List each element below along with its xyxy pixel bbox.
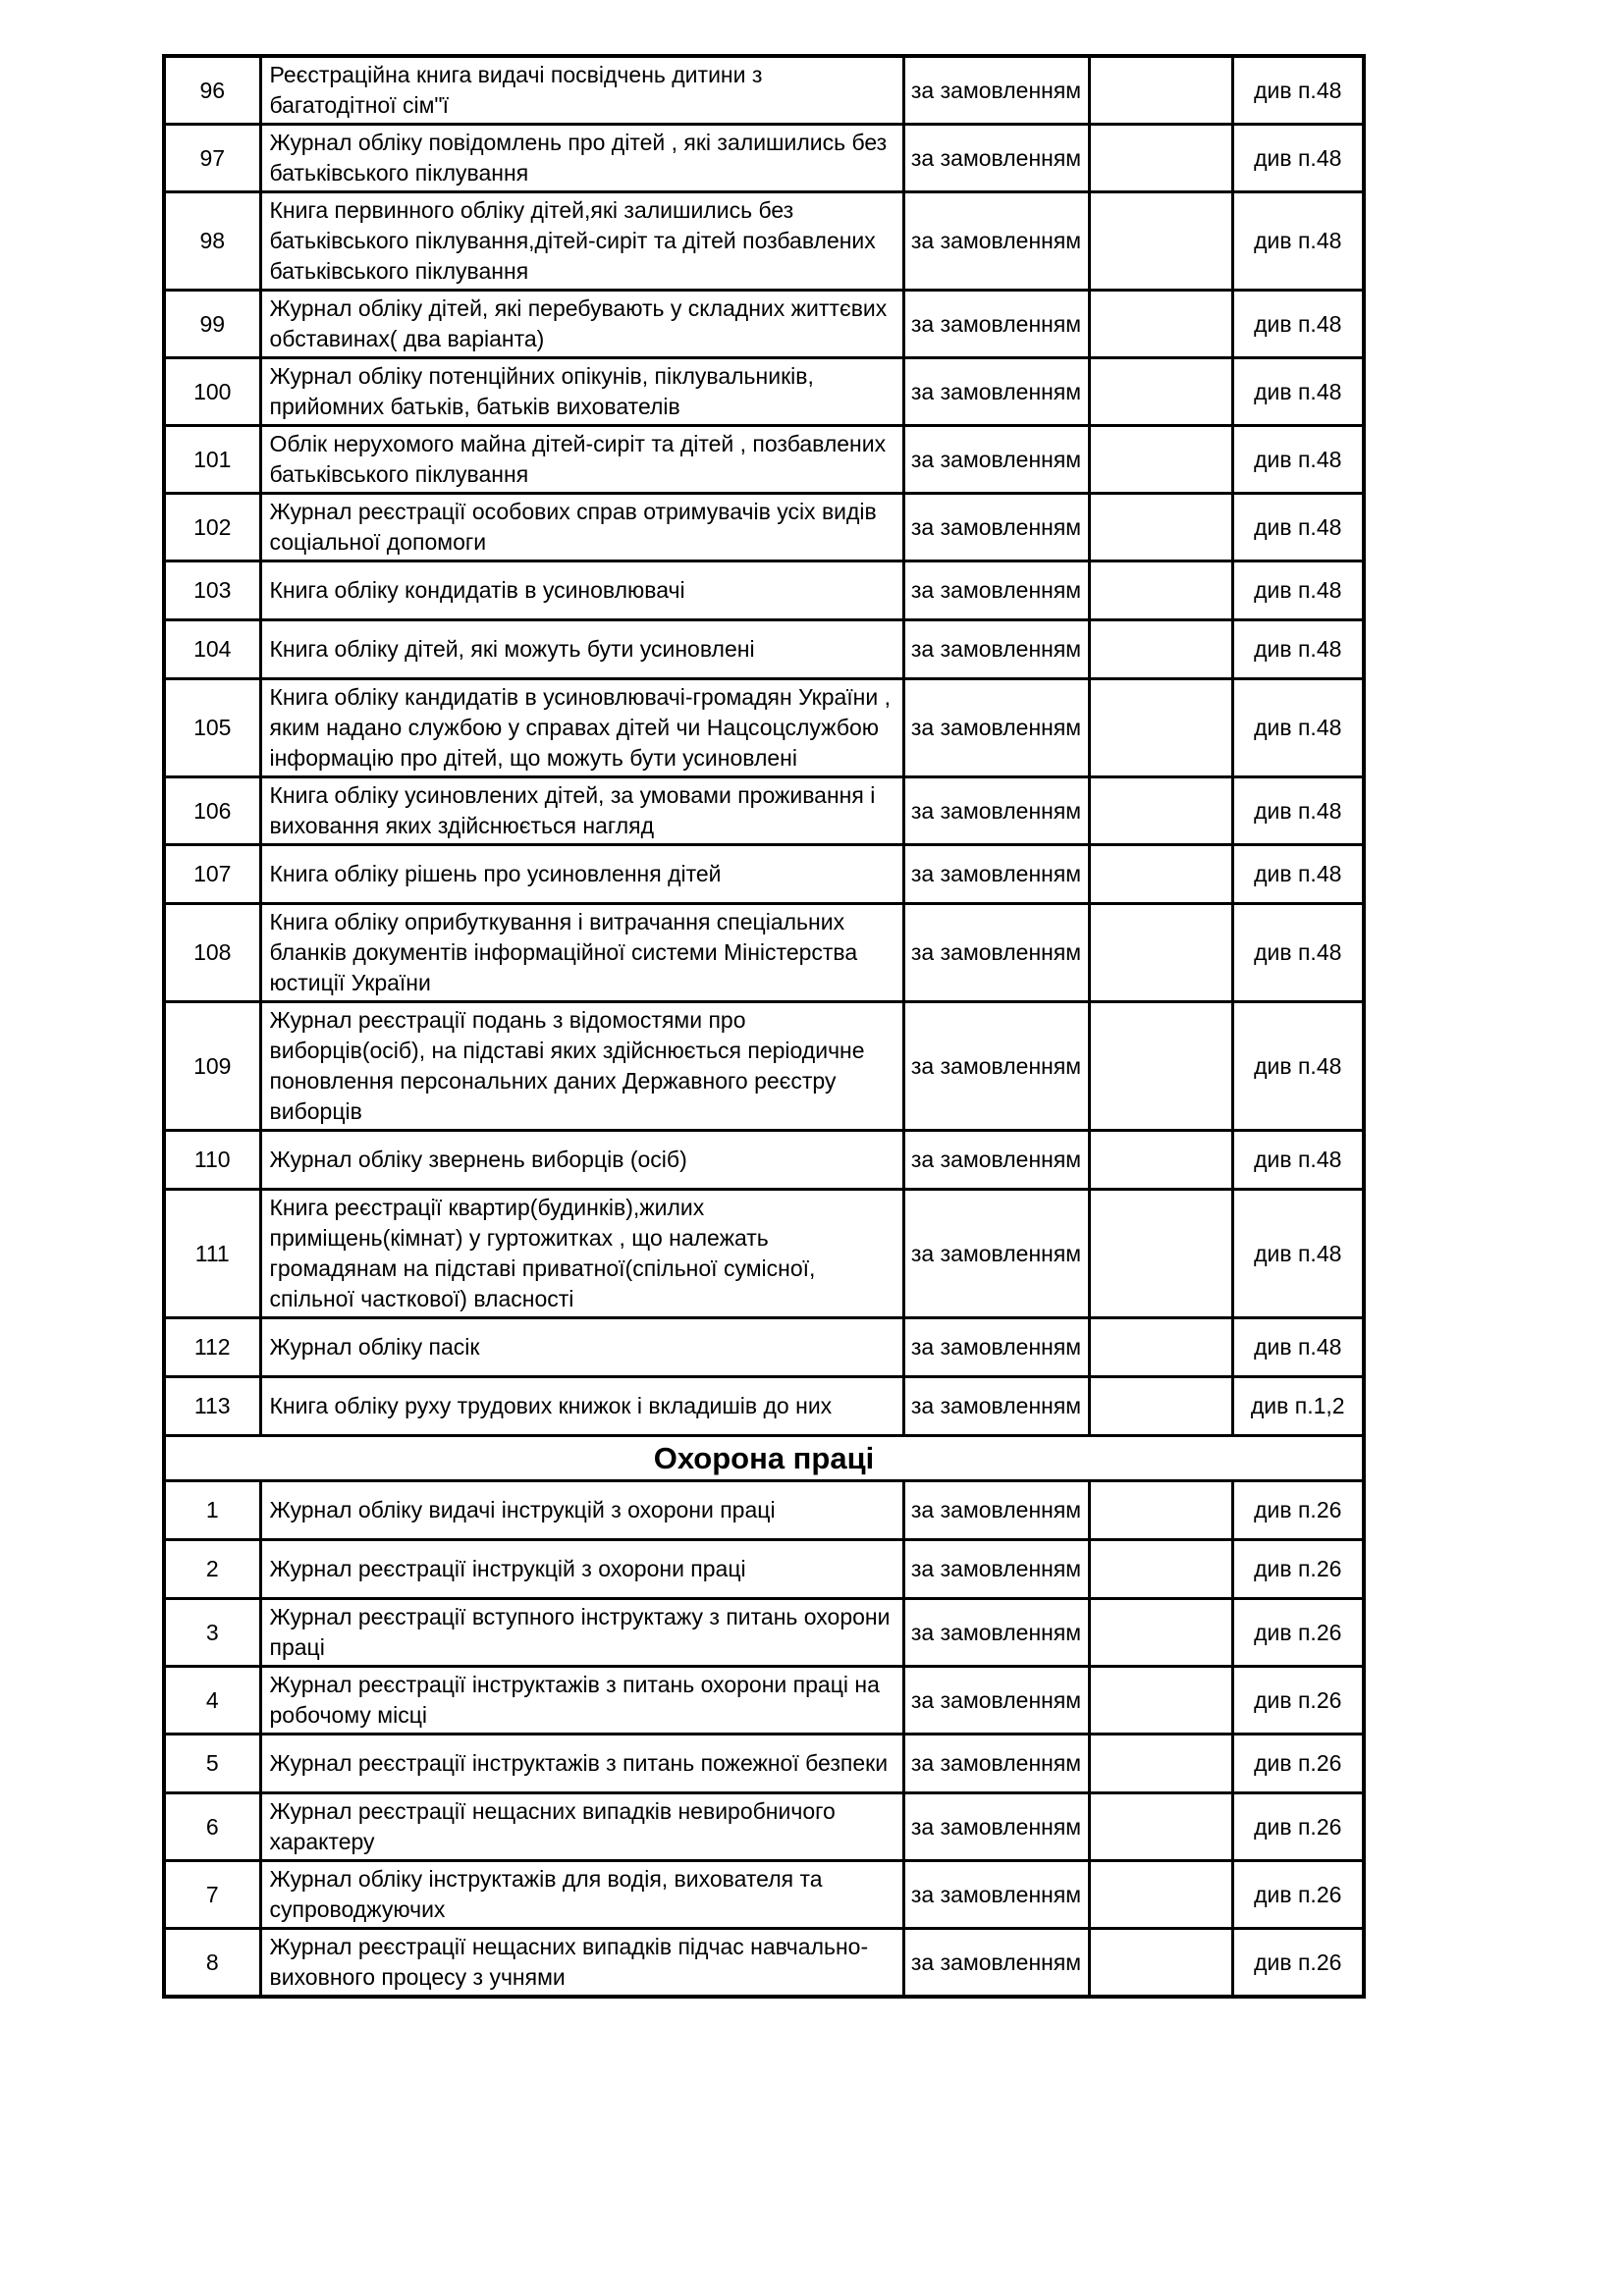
availability-cell: за замовленням [903, 561, 1089, 620]
blank-cell [1089, 679, 1232, 777]
document-title-cell: Журнал обліку інструктажів для водія, вихователя та супроводжуючих [260, 1861, 903, 1929]
availability-cell: за замовленням [903, 1735, 1089, 1793]
table-row [164, 358, 1364, 426]
document-title-cell: Журнал реєстрації подань з відомостями про виборців(осіб), на підставі яких здійснюється періодичне поновлення персональних даних Державного реєстру виборців [260, 1002, 903, 1131]
table-row [164, 426, 1364, 494]
table-row [164, 125, 1364, 192]
blank-cell [1089, 1861, 1232, 1929]
document-title-cell: Журнал реєстрації нещасних випадків підчас навчально-виховного процесу з учнями [260, 1929, 903, 1998]
availability-cell: за замовленням [903, 1861, 1089, 1929]
availability-cell: за замовленням [903, 1929, 1089, 1998]
blank-cell [1089, 777, 1232, 845]
row-number-cell: 110 [164, 1131, 260, 1190]
availability-cell: за замовленням [903, 845, 1089, 904]
reference-cell: див п.48 [1232, 561, 1364, 620]
row-number-cell: 6 [164, 1793, 260, 1861]
availability-cell: за замовленням [903, 1599, 1089, 1667]
document-title-cell: Журнал реєстрації інструктажів з питань охорони праці на робочому місці [260, 1667, 903, 1735]
blank-cell [1089, 1793, 1232, 1861]
blank-cell [1089, 56, 1232, 125]
reference-cell: див п.48 [1232, 620, 1364, 679]
document-title-cell: Журнал обліку звернень виборців (осіб) [260, 1131, 903, 1190]
document-title-cell: Облік нерухомого майна дітей-сиріт та дітей , позбавлених батьківського піклування [260, 426, 903, 494]
reference-cell: див п.26 [1232, 1861, 1364, 1929]
document-title-cell: Книга обліку оприбуткування і витрачання спеціальних бланків документів інформаційної системи Міністерства юстиції України [260, 904, 903, 1002]
row-number-cell: 104 [164, 620, 260, 679]
availability-cell: за замовленням [903, 1318, 1089, 1377]
document-title-cell: Книга реєстрації квартир(будинків),жилих приміщень(кімнат) у гуртожитках , що належать громадянам на підставі приватної(спільної сумісної, спільної часткової) власності [260, 1190, 903, 1318]
row-number-cell: 106 [164, 777, 260, 845]
blank-cell [1089, 1667, 1232, 1735]
availability-cell: за замовленням [903, 56, 1089, 125]
reference-cell: див п.26 [1232, 1929, 1364, 1998]
table-row [164, 1929, 1364, 1998]
reference-cell: див п.1,2 [1232, 1377, 1364, 1436]
availability-cell: за замовленням [903, 192, 1089, 291]
blank-cell [1089, 1929, 1232, 1998]
reference-cell: див п.48 [1232, 494, 1364, 561]
table-row [164, 192, 1364, 291]
table-row [164, 1667, 1364, 1735]
table-row [164, 845, 1364, 904]
row-number-cell: 102 [164, 494, 260, 561]
document-title-cell: Журнал реєстрації вступного інструктажу з питань охорони праці [260, 1599, 903, 1667]
row-number-cell: 108 [164, 904, 260, 1002]
document-title-cell: Журнал обліку потенційних опікунів, піклувальників, прийомних батьків, батьків вихователів [260, 358, 903, 426]
table-row [164, 1793, 1364, 1861]
reference-cell: див п.26 [1232, 1667, 1364, 1735]
registry-table-body [164, 56, 1364, 1997]
reference-cell: див п.48 [1232, 426, 1364, 494]
row-number-cell: 5 [164, 1735, 260, 1793]
availability-cell: за замовленням [903, 125, 1089, 192]
availability-cell: за замовленням [903, 1002, 1089, 1131]
blank-cell [1089, 1002, 1232, 1131]
availability-cell: за замовленням [903, 291, 1089, 358]
section-header-row [164, 1436, 1364, 1481]
row-number-cell: 111 [164, 1190, 260, 1318]
document-title-cell: Журнал обліку видачі інструкцій з охорони праці [260, 1481, 903, 1540]
reference-cell: див п.48 [1232, 679, 1364, 777]
document-title-cell: Журнал обліку повідомлень про дітей , які залишились без батьківського піклування [260, 125, 903, 192]
availability-cell: за замовленням [903, 679, 1089, 777]
row-number-cell: 96 [164, 56, 260, 125]
table-row [164, 1735, 1364, 1793]
document-title-cell: Журнал реєстрації інструкцій з охорони праці [260, 1540, 903, 1599]
row-number-cell: 98 [164, 192, 260, 291]
availability-cell: за замовленням [903, 494, 1089, 561]
document-title-cell: Реєстраційна книга видачі посвідчень дитини з багатодітної сім"ї [260, 56, 903, 125]
registry-table [162, 54, 1366, 1999]
reference-cell: див п.26 [1232, 1735, 1364, 1793]
table-row [164, 1540, 1364, 1599]
blank-cell [1089, 426, 1232, 494]
table-row [164, 904, 1364, 1002]
blank-cell [1089, 1190, 1232, 1318]
reference-cell: див п.48 [1232, 1002, 1364, 1131]
reference-cell: див п.48 [1232, 125, 1364, 192]
reference-cell: див п.26 [1232, 1599, 1364, 1667]
document-title-cell: Книга обліку усиновлених дітей, за умовами проживання і виховання яких здійснюється нагляд [260, 777, 903, 845]
blank-cell [1089, 561, 1232, 620]
document-title-cell: Журнал обліку дітей, які перебувають у складних життєвих обставинах( два варіанта) [260, 291, 903, 358]
table-row [164, 1318, 1364, 1377]
table-row [164, 56, 1364, 125]
row-number-cell: 2 [164, 1540, 260, 1599]
table-row [164, 1131, 1364, 1190]
reference-cell: див п.48 [1232, 777, 1364, 845]
document-title-cell: Журнал реєстрації нещасних випадків невиробничого характеру [260, 1793, 903, 1861]
table-row [164, 1190, 1364, 1318]
availability-cell: за замовленням [903, 1190, 1089, 1318]
row-number-cell: 3 [164, 1599, 260, 1667]
document-title-cell: Журнал обліку пасік [260, 1318, 903, 1377]
blank-cell [1089, 1599, 1232, 1667]
availability-cell: за замовленням [903, 1481, 1089, 1540]
availability-cell: за замовленням [903, 904, 1089, 1002]
reference-cell: див п.48 [1232, 1131, 1364, 1190]
reference-cell: див п.48 [1232, 1318, 1364, 1377]
row-number-cell: 105 [164, 679, 260, 777]
document-title-cell: Книга обліку руху трудових книжок і вкладишів до них [260, 1377, 903, 1436]
reference-cell: див п.26 [1232, 1481, 1364, 1540]
row-number-cell: 97 [164, 125, 260, 192]
blank-cell [1089, 1540, 1232, 1599]
blank-cell [1089, 620, 1232, 679]
availability-cell: за замовленням [903, 1540, 1089, 1599]
availability-cell: за замовленням [903, 777, 1089, 845]
row-number-cell: 101 [164, 426, 260, 494]
row-number-cell: 8 [164, 1929, 260, 1998]
availability-cell: за замовленням [903, 1377, 1089, 1436]
document-title-cell: Журнал реєстрації інструктажів з питань пожежної безпеки [260, 1735, 903, 1793]
table-row [164, 1002, 1364, 1131]
reference-cell: див п.26 [1232, 1540, 1364, 1599]
document-title-cell: Журнал реєстрації особових справ отримувачів усіх видів соціальної допомоги [260, 494, 903, 561]
row-number-cell: 100 [164, 358, 260, 426]
blank-cell [1089, 291, 1232, 358]
row-number-cell: 7 [164, 1861, 260, 1929]
reference-cell: див п.48 [1232, 56, 1364, 125]
document-title-cell: Книга обліку рішень про усиновлення дітей [260, 845, 903, 904]
blank-cell [1089, 1131, 1232, 1190]
availability-cell: за замовленням [903, 1131, 1089, 1190]
blank-cell [1089, 904, 1232, 1002]
table-row [164, 679, 1364, 777]
document-title-cell: Книга обліку кондидатів в усиновлювачі [260, 561, 903, 620]
reference-cell: див п.48 [1232, 192, 1364, 291]
document-title-cell: Книга обліку дітей, які можуть бути усиновлені [260, 620, 903, 679]
blank-cell [1089, 125, 1232, 192]
table-row [164, 620, 1364, 679]
blank-cell [1089, 494, 1232, 561]
row-number-cell: 1 [164, 1481, 260, 1540]
blank-cell [1089, 1481, 1232, 1540]
table-row [164, 1861, 1364, 1929]
blank-cell [1089, 192, 1232, 291]
table-row [164, 494, 1364, 561]
table-row [164, 1599, 1364, 1667]
document-title-cell: Книга первинного обліку дітей,які залишились без батьківського піклування,дітей-сиріт та дітей позбавлених батьківського піклування [260, 192, 903, 291]
reference-cell: див п.48 [1232, 358, 1364, 426]
row-number-cell: 4 [164, 1667, 260, 1735]
row-number-cell: 107 [164, 845, 260, 904]
row-number-cell: 113 [164, 1377, 260, 1436]
availability-cell: за замовленням [903, 1667, 1089, 1735]
table-row [164, 777, 1364, 845]
reference-cell: див п.48 [1232, 291, 1364, 358]
reference-cell: див п.26 [1232, 1793, 1364, 1861]
reference-cell: див п.48 [1232, 1190, 1364, 1318]
row-number-cell: 99 [164, 291, 260, 358]
availability-cell: за замовленням [903, 620, 1089, 679]
row-number-cell: 109 [164, 1002, 260, 1131]
table-row [164, 1481, 1364, 1540]
section-title: Охорона праці [164, 1436, 1364, 1481]
availability-cell: за замовленням [903, 1793, 1089, 1861]
blank-cell [1089, 1735, 1232, 1793]
reference-cell: див п.48 [1232, 845, 1364, 904]
table-row [164, 561, 1364, 620]
reference-cell: див п.48 [1232, 904, 1364, 1002]
availability-cell: за замовленням [903, 358, 1089, 426]
table-row [164, 291, 1364, 358]
document-title-cell: Книга обліку кандидатів в усиновлювачі-громадян України , яким надано службою у справах дітей чи Нацсоцслужбою інформацію про дітей, що можуть бути усиновлені [260, 679, 903, 777]
row-number-cell: 103 [164, 561, 260, 620]
blank-cell [1089, 1377, 1232, 1436]
availability-cell: за замовленням [903, 426, 1089, 494]
table-row [164, 1377, 1364, 1436]
blank-cell [1089, 845, 1232, 904]
blank-cell [1089, 358, 1232, 426]
row-number-cell: 112 [164, 1318, 260, 1377]
blank-cell [1089, 1318, 1232, 1377]
